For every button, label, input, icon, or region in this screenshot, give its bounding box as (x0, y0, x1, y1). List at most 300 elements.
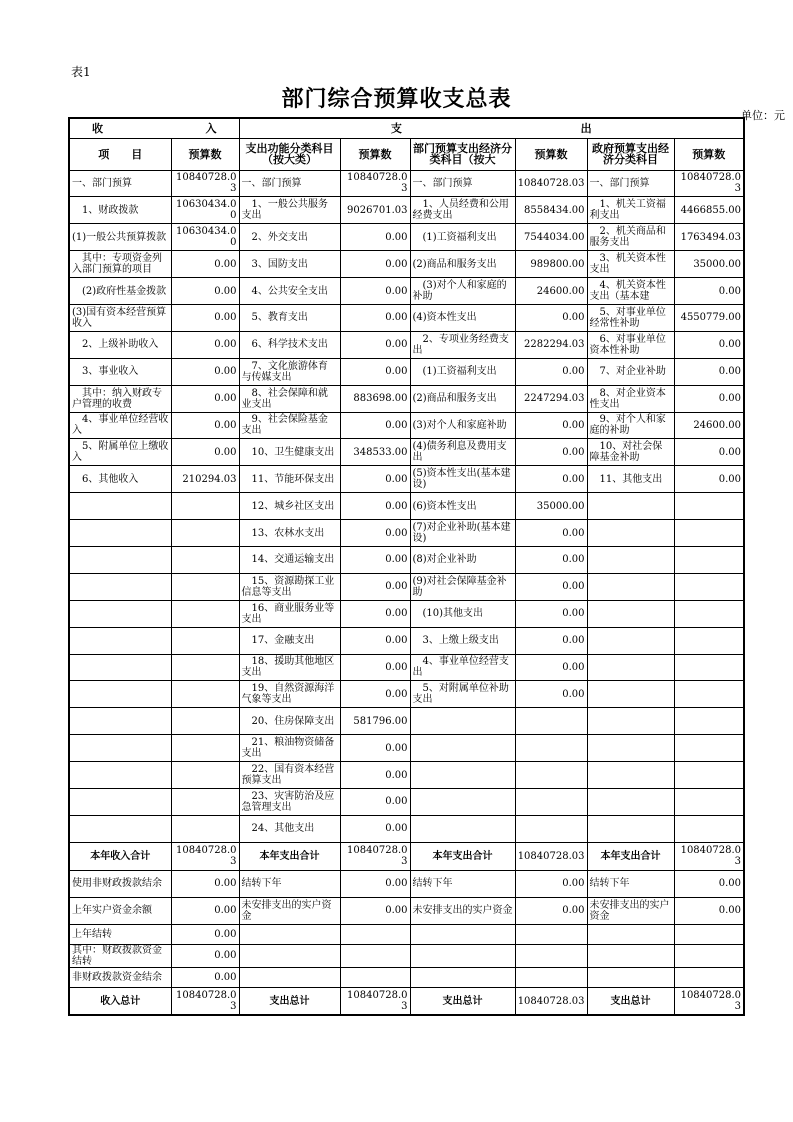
amount-cell (171, 788, 239, 815)
item-cell: (8)对企业补助 (410, 546, 515, 573)
amount-cell (674, 944, 744, 967)
amount-cell: 7544034.00 (515, 224, 587, 251)
item-cell (410, 762, 515, 789)
item-cell: 1、机关工资福利支出 (587, 197, 674, 224)
item-cell: 7、对企业补助 (587, 358, 674, 385)
item-cell (410, 788, 515, 815)
item-cell: 上年实户资金余额 (69, 897, 171, 924)
item-cell: 6、科学技术支出 (239, 331, 340, 358)
item-cell: 8、对企业资本性支出 (587, 385, 674, 412)
item-cell: (10)其他支出 (410, 600, 515, 627)
amount-cell: 10630434.00 (171, 224, 239, 251)
amount-cell: 0.00 (515, 520, 587, 547)
amount-cell: 0.00 (515, 304, 587, 331)
column-header: 支出功能分类科目（按大类） (239, 138, 340, 170)
item-cell: 10、卫生健康支出 (239, 439, 340, 466)
item-cell: 9、对个人和家庭的补助 (587, 412, 674, 439)
amount-cell (674, 681, 744, 708)
amount-cell: 10840728.03 (674, 170, 744, 197)
amount-cell (674, 708, 744, 735)
item-cell: 11、其他支出 (587, 466, 674, 493)
table-row (69, 627, 744, 654)
item-cell: 本年收入合计 (69, 842, 171, 870)
item-cell (587, 520, 674, 547)
amount-cell: 10840728.03 (171, 987, 239, 1015)
amount-cell: 0.00 (340, 493, 410, 520)
item-cell: 5、对附属单位补助支出 (410, 681, 515, 708)
item-cell: 17、金融支出 (239, 627, 340, 654)
column-header: 预算数 (515, 138, 587, 170)
amount-cell: 0.00 (674, 358, 744, 385)
table-row (69, 170, 744, 197)
item-cell (587, 493, 674, 520)
item-cell: 一、部门预算 (239, 170, 340, 197)
table-row (69, 520, 744, 547)
amount-cell (674, 493, 744, 520)
item-cell: (4)资本性支出 (410, 304, 515, 331)
table-row (69, 897, 744, 924)
amount-cell: 0.00 (515, 412, 587, 439)
item-cell: (3)国有资本经营预算收入 (69, 304, 171, 331)
item-cell: 一、部门预算 (410, 170, 515, 197)
table-row (69, 358, 744, 385)
item-cell: 10、对社会保障基金补助 (587, 439, 674, 466)
column-header: 预算数 (171, 138, 239, 170)
table-row (69, 466, 744, 493)
year-total-row (69, 842, 744, 870)
amount-cell (674, 735, 744, 762)
item-cell: 支出总计 (410, 987, 515, 1015)
item-cell: 4、事业单位经营支出 (410, 654, 515, 681)
amount-cell: 0.00 (340, 627, 410, 654)
item-cell: 其中：专项资金列入部门预算的项目 (69, 251, 171, 278)
item-cell: 上年结转 (69, 924, 171, 944)
item-cell: 23、灾害防治及应急管理支出 (239, 788, 340, 815)
amount-cell: 0.00 (171, 251, 239, 278)
amount-cell: 989800.00 (515, 251, 587, 278)
amount-cell (674, 762, 744, 789)
item-cell: 19、自然资源海洋气象等支出 (239, 681, 340, 708)
amount-cell (674, 520, 744, 547)
item-cell: 1、财政拨款 (69, 197, 171, 224)
amount-cell: 2282294.03 (515, 331, 587, 358)
item-cell: 5、附属单位上缴收入 (69, 439, 171, 466)
amount-cell: 10840728.03 (340, 170, 410, 197)
amount-cell: 0.00 (171, 944, 239, 967)
item-cell (69, 520, 171, 547)
amount-cell: 4550779.00 (674, 304, 744, 331)
amount-cell: 0.00 (171, 304, 239, 331)
column-header: 预算数 (674, 138, 744, 170)
table-row (69, 304, 744, 331)
item-cell (587, 546, 674, 573)
income-group-header (69, 118, 239, 138)
table-row (69, 197, 744, 224)
item-cell: 支出总计 (587, 987, 674, 1015)
amount-cell (171, 573, 239, 600)
item-cell: 一、部门预算 (69, 170, 171, 197)
item-cell: (5)资本性支出(基本建设) (410, 466, 515, 493)
amount-cell: 0.00 (340, 815, 410, 842)
item-cell (410, 815, 515, 842)
item-cell (69, 627, 171, 654)
item-cell: 1、一般公共服务支出 (239, 197, 340, 224)
item-cell: 本年支出合计 (410, 842, 515, 870)
item-cell (410, 735, 515, 762)
item-cell: 3、机关资本性支出 (587, 251, 674, 278)
amount-cell (515, 708, 587, 735)
amount-cell: 0.00 (515, 870, 587, 897)
column-header: 部门预算支出经济分类科目（按大 (410, 138, 515, 170)
item-cell: (1)工资福利支出 (410, 224, 515, 251)
item-cell (587, 788, 674, 815)
amount-cell: 0.00 (340, 654, 410, 681)
amount-cell: 0.00 (515, 654, 587, 681)
amount-cell: 4466855.00 (674, 197, 744, 224)
item-cell: 2、上级补助收入 (69, 331, 171, 358)
amount-cell (171, 520, 239, 547)
item-cell (410, 924, 515, 944)
item-cell (587, 944, 674, 967)
amount-cell (171, 815, 239, 842)
amount-cell: 0.00 (674, 870, 744, 897)
amount-cell (515, 924, 587, 944)
item-cell: 2、外交支出 (239, 224, 340, 251)
amount-cell (674, 815, 744, 842)
amount-cell: 0.00 (340, 762, 410, 789)
amount-cell: 883698.00 (340, 385, 410, 412)
item-cell: 本年支出合计 (587, 842, 674, 870)
item-cell (587, 573, 674, 600)
amount-cell: 0.00 (340, 870, 410, 897)
amount-cell: 0.00 (340, 412, 410, 439)
item-cell: (2)商品和服务支出 (410, 385, 515, 412)
column-header: 政府预算支出经济分类科目 (587, 138, 674, 170)
item-cell: 18、援助其他地区支出 (239, 654, 340, 681)
item-cell: 8、社会保障和就业支出 (239, 385, 340, 412)
amount-cell: 35000.00 (674, 251, 744, 278)
table-row (69, 600, 744, 627)
item-cell: 13、农林水支出 (239, 520, 340, 547)
amount-cell: 581796.00 (340, 708, 410, 735)
item-cell: (4)债务利息及费用支出 (410, 439, 515, 466)
grand-total-row (69, 987, 744, 1015)
table-row (69, 788, 744, 815)
column-header: 项 目 (69, 138, 171, 170)
amount-cell: 0.00 (674, 466, 744, 493)
item-cell: (1)工资福利支出 (410, 358, 515, 385)
amount-cell: 0.00 (340, 600, 410, 627)
amount-cell: 9026701.03 (340, 197, 410, 224)
amount-cell (674, 600, 744, 627)
item-cell: 9、社会保险基金支出 (239, 412, 340, 439)
amount-cell: 0.00 (340, 520, 410, 547)
income-header-left: 收 (92, 121, 103, 135)
amount-cell (171, 493, 239, 520)
table-row (69, 251, 744, 278)
item-cell: 2、专项业务经费支出 (410, 331, 515, 358)
table-row (69, 735, 744, 762)
item-cell: (3)对个人和家庭补助 (410, 412, 515, 439)
amount-cell: 0.00 (171, 897, 239, 924)
budget-table (68, 117, 745, 1016)
amount-cell: 10840728.03 (674, 987, 744, 1015)
amount-cell: 0.00 (171, 385, 239, 412)
item-cell: 4、机关资本性支出（基本建 (587, 278, 674, 305)
item-cell: 本年支出合计 (239, 842, 340, 870)
amount-cell: 0.00 (515, 897, 587, 924)
table-row (69, 944, 744, 967)
item-cell: 1、人员经费和公用经费支出 (410, 197, 515, 224)
amount-cell (340, 944, 410, 967)
item-cell: (6)资本性支出 (410, 493, 515, 520)
item-cell: 22、国有资本经营预算支出 (239, 762, 340, 789)
amount-cell (171, 546, 239, 573)
amount-cell: 0.00 (340, 466, 410, 493)
item-cell: 其中：财政拨款资金结转 (69, 944, 171, 967)
amount-cell: 0.00 (171, 967, 239, 987)
item-cell: 7、文化旅游体育与传媒支出 (239, 358, 340, 385)
page-title: 部门综合预算收支总表 (281, 87, 512, 112)
amount-cell: 0.00 (340, 224, 410, 251)
item-cell (69, 762, 171, 789)
item-cell: 6、其他收入 (69, 466, 171, 493)
column-header: 预算数 (340, 138, 410, 170)
item-cell (69, 815, 171, 842)
amount-cell: 0.00 (171, 924, 239, 944)
item-cell (587, 735, 674, 762)
amount-cell: 0.00 (340, 788, 410, 815)
table-row (69, 967, 744, 987)
amount-cell (674, 924, 744, 944)
table-row (69, 870, 744, 897)
item-cell: 24、其他支出 (239, 815, 340, 842)
item-cell (587, 762, 674, 789)
amount-cell: 0.00 (171, 870, 239, 897)
amount-cell (171, 627, 239, 654)
amount-cell: 24600.00 (515, 278, 587, 305)
amount-cell (171, 600, 239, 627)
item-cell: 未安排支出的实户资金 (587, 897, 674, 924)
table-row (69, 412, 744, 439)
item-cell (587, 924, 674, 944)
item-cell (69, 681, 171, 708)
table-row (69, 278, 744, 305)
amount-cell: 35000.00 (515, 493, 587, 520)
amount-cell: 0.00 (674, 897, 744, 924)
table-row (69, 439, 744, 466)
amount-cell (515, 735, 587, 762)
table-row (69, 493, 744, 520)
table-row (69, 573, 744, 600)
item-cell: 21、粮油物资储备支出 (239, 735, 340, 762)
amount-cell (674, 573, 744, 600)
amount-cell: 0.00 (340, 304, 410, 331)
amount-cell: 10840728.03 (515, 987, 587, 1015)
amount-cell: 210294.03 (171, 466, 239, 493)
amount-cell: 0.00 (171, 439, 239, 466)
item-cell (69, 735, 171, 762)
amount-cell (674, 627, 744, 654)
item-cell: 一、部门预算 (587, 170, 674, 197)
amount-cell: 10840728.03 (674, 842, 744, 870)
item-cell: (7)对企业补助(基本建设) (410, 520, 515, 547)
amount-cell (515, 944, 587, 967)
expense-header-right: 出 (580, 121, 592, 135)
item-cell: 结转下年 (239, 870, 340, 897)
item-cell: 3、国防支出 (239, 251, 340, 278)
amount-cell: 0.00 (674, 331, 744, 358)
amount-cell (171, 735, 239, 762)
amount-cell: 0.00 (674, 278, 744, 305)
amount-cell: 1763494.03 (674, 224, 744, 251)
item-cell: 4、事业单位经营收入 (69, 412, 171, 439)
amount-cell: 10840728.03 (340, 842, 410, 870)
amount-cell (674, 546, 744, 573)
amount-cell (674, 788, 744, 815)
amount-cell: 0.00 (171, 278, 239, 305)
item-cell (587, 708, 674, 735)
amount-cell: 0.00 (340, 546, 410, 573)
item-cell (239, 924, 340, 944)
table-label: 表1 (71, 65, 91, 79)
table-row (69, 708, 744, 735)
amount-cell: 8558434.00 (515, 197, 587, 224)
column-header-row (69, 138, 744, 170)
amount-cell: 10840728.03 (515, 842, 587, 870)
item-cell: 收入总计 (69, 987, 171, 1015)
item-cell (410, 708, 515, 735)
amount-cell: 348533.00 (340, 439, 410, 466)
expense-group-header (239, 118, 744, 138)
amount-cell: 10840728.03 (340, 987, 410, 1015)
amount-cell: 0.00 (340, 897, 410, 924)
table-row (69, 762, 744, 789)
amount-cell: 0.00 (515, 546, 587, 573)
item-cell (69, 654, 171, 681)
amount-cell: 0.00 (340, 251, 410, 278)
item-cell (69, 708, 171, 735)
amount-cell: 0.00 (340, 573, 410, 600)
item-cell: 16、商业服务业等支出 (239, 600, 340, 627)
item-cell (239, 967, 340, 987)
item-cell (69, 546, 171, 573)
table-row (69, 331, 744, 358)
amount-cell: 10840728.03 (515, 170, 587, 197)
table-row (69, 385, 744, 412)
item-cell (587, 681, 674, 708)
amount-cell (674, 967, 744, 987)
item-cell (587, 600, 674, 627)
item-cell (69, 600, 171, 627)
expense-header-left: 支 (390, 121, 402, 135)
amount-cell: 0.00 (340, 735, 410, 762)
item-cell: 非财政拨款资金结余 (69, 967, 171, 987)
amount-cell (340, 924, 410, 944)
item-cell: 5、对事业单位经常性补助 (587, 304, 674, 331)
table-row (69, 815, 744, 842)
item-cell (410, 944, 515, 967)
amount-cell (171, 762, 239, 789)
income-header-right: 入 (205, 121, 217, 135)
amount-cell: 0.00 (515, 439, 587, 466)
amount-cell: 10630434.00 (171, 197, 239, 224)
item-cell: 3、事业收入 (69, 358, 171, 385)
item-cell: 14、交通运输支出 (239, 546, 340, 573)
amount-cell (171, 654, 239, 681)
item-cell (587, 967, 674, 987)
amount-cell: 0.00 (171, 412, 239, 439)
amount-cell: 0.00 (340, 358, 410, 385)
item-cell: 使用非财政拨款结余 (69, 870, 171, 897)
item-cell (587, 627, 674, 654)
item-cell: 12、城乡社区支出 (239, 493, 340, 520)
amount-cell (515, 762, 587, 789)
item-cell (410, 967, 515, 987)
unit-label: 单位：元 (741, 109, 785, 122)
amount-cell: 0.00 (515, 358, 587, 385)
table-row (69, 654, 744, 681)
amount-cell (340, 967, 410, 987)
amount-cell: 0.00 (674, 439, 744, 466)
amount-cell: 10840728.03 (171, 842, 239, 870)
amount-cell: 0.00 (515, 466, 587, 493)
amount-cell: 0.00 (340, 331, 410, 358)
table-row (69, 681, 744, 708)
item-cell: 其中：纳入财政专户管理的收费 (69, 385, 171, 412)
table-row (69, 224, 744, 251)
item-cell: 5、教育支出 (239, 304, 340, 331)
amount-cell: 0.00 (171, 331, 239, 358)
amount-cell: 0.00 (515, 681, 587, 708)
item-cell: (2)商品和服务支出 (410, 251, 515, 278)
item-cell: 20、住房保障支出 (239, 708, 340, 735)
amount-cell: 0.00 (171, 358, 239, 385)
item-cell: 结转下年 (587, 870, 674, 897)
item-cell: (1)一般公共预算拨款 (69, 224, 171, 251)
item-cell (239, 944, 340, 967)
amount-cell: 0.00 (674, 385, 744, 412)
item-cell: 11、节能环保支出 (239, 466, 340, 493)
item-cell: 2、机关商品和服务支出 (587, 224, 674, 251)
item-cell: 6、对事业单位资本性补助 (587, 331, 674, 358)
amount-cell (515, 815, 587, 842)
amount-cell (515, 788, 587, 815)
item-cell (69, 493, 171, 520)
item-cell (69, 573, 171, 600)
item-cell: 结转下年 (410, 870, 515, 897)
amount-cell: 2247294.03 (515, 385, 587, 412)
amount-cell: 0.00 (515, 573, 587, 600)
item-cell: 未安排支出的实户资金 (239, 897, 340, 924)
amount-cell: 0.00 (340, 681, 410, 708)
item-cell: (3)对个人和家庭的补助 (410, 278, 515, 305)
item-cell: 3、上缴上级支出 (410, 627, 515, 654)
item-cell: 未安排支出的实户资金 (410, 897, 515, 924)
amount-cell (171, 708, 239, 735)
item-cell: 15、资源勘探工业信息等支出 (239, 573, 340, 600)
table-row (69, 924, 744, 944)
item-cell: (9)对社会保障基金补助 (410, 573, 515, 600)
amount-cell: 0.00 (515, 627, 587, 654)
item-cell: 4、公共安全支出 (239, 278, 340, 305)
amount-cell: 10840728.03 (171, 170, 239, 197)
item-cell: (2)政府性基金拨款 (69, 278, 171, 305)
item-cell (587, 815, 674, 842)
amount-cell: 0.00 (515, 600, 587, 627)
amount-cell: 24600.00 (674, 412, 744, 439)
item-cell: 支出总计 (239, 987, 340, 1015)
